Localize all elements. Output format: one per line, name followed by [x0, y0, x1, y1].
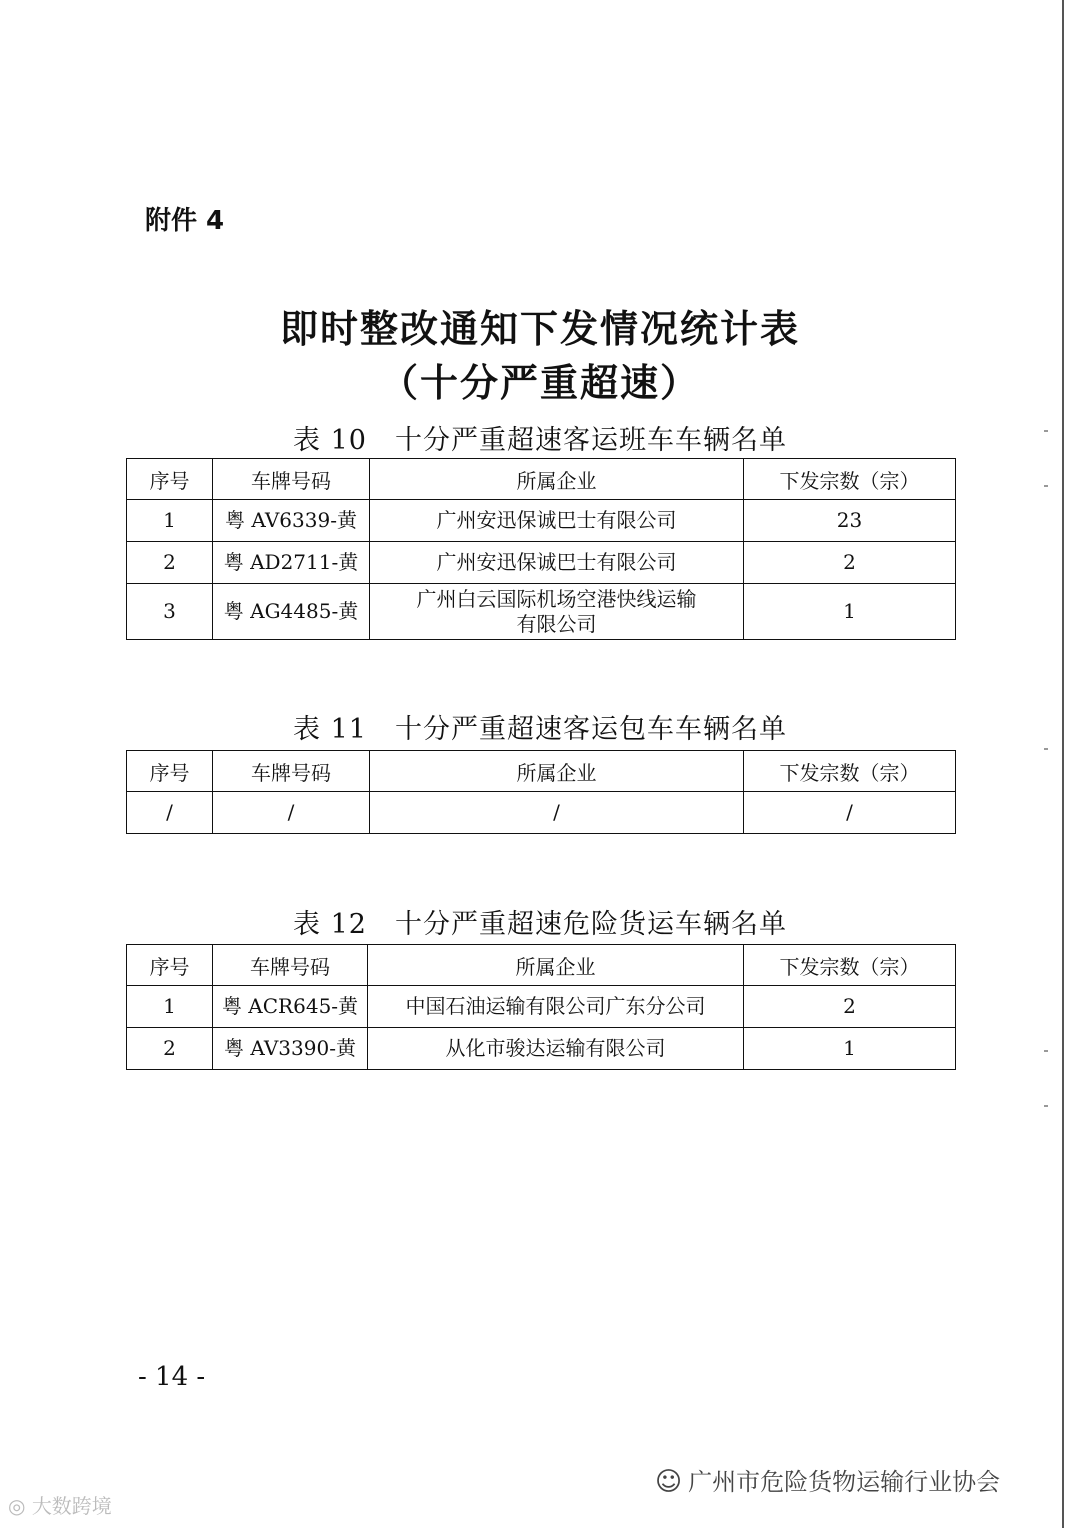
- watermark-right-text: 广州市危险货物运输行业协会: [688, 1468, 1001, 1496]
- table-10-title: 十分严重超速客运班车车辆名单: [394, 425, 787, 456]
- cell-count: 2: [744, 986, 956, 1028]
- cell-company: /: [370, 792, 744, 834]
- header-company: 所属企业: [370, 459, 744, 500]
- cell-seq: 1: [127, 500, 213, 542]
- table-row: [127, 500, 956, 542]
- attachment-label: 附件 4: [145, 206, 225, 236]
- table-12-caption: [0, 902, 1080, 941]
- cell-plate: 粤 AG4485-黄: [213, 584, 370, 640]
- table-10-number: 表 10: [293, 425, 367, 456]
- table-10: [126, 458, 956, 640]
- cell-seq: 2: [127, 1028, 213, 1070]
- margin-mark: [1044, 748, 1048, 750]
- table-11-title: 十分严重超速客运包车车辆名单: [394, 714, 787, 745]
- watermark-right: [655, 1462, 1000, 1497]
- margin-mark: [1044, 485, 1048, 487]
- header-company: 所属企业: [370, 751, 744, 792]
- table-row: [127, 986, 956, 1028]
- cell-company: 从化市骏达运输有限公司: [368, 1028, 744, 1070]
- header-plate: 车牌号码: [213, 945, 368, 986]
- watermark-left: [8, 1490, 112, 1519]
- watermark-left-text: 大数跨境: [31, 1494, 112, 1518]
- document-subtitle: （十分严重超速）: [379, 361, 700, 405]
- header-seq: 序号: [127, 945, 213, 986]
- table-12-number: 表 12: [293, 909, 367, 940]
- cell-seq: /: [127, 792, 213, 834]
- watermark-logo-icon: ◎: [8, 1494, 26, 1518]
- page-number: - 14 -: [138, 1362, 206, 1392]
- cell-count: 1: [744, 584, 956, 640]
- table-row: [127, 584, 956, 640]
- page-edge-line: [1062, 0, 1064, 1528]
- table-11-number: 表 11: [293, 714, 367, 745]
- header-seq: 序号: [127, 459, 213, 500]
- cell-count: 1: [744, 1028, 956, 1070]
- header-seq: 序号: [127, 751, 213, 792]
- cell-count: 2: [744, 542, 956, 584]
- cell-plate: 粤 AD2711-黄: [213, 542, 370, 584]
- header-count: 下发宗数（宗）: [744, 459, 956, 500]
- margin-mark: [1044, 430, 1048, 432]
- header-company: 所属企业: [368, 945, 744, 986]
- table-row: [127, 542, 956, 584]
- header-plate: 车牌号码: [213, 459, 370, 500]
- document-title: 即时整改通知下发情况统计表: [279, 307, 800, 351]
- cell-count: /: [744, 792, 956, 834]
- table-row: [127, 792, 956, 834]
- table-11-caption: [0, 707, 1080, 746]
- cell-seq: 3: [127, 584, 213, 640]
- table-10-caption: [0, 418, 1080, 457]
- header-count: 下发宗数（宗）: [744, 945, 956, 986]
- cell-count: 23: [744, 500, 956, 542]
- table-12-title: 十分严重超速危险货运车辆名单: [394, 909, 787, 940]
- cell-company: 中国石油运输有限公司广东分公司: [368, 986, 744, 1028]
- table-row: [127, 1028, 956, 1070]
- margin-mark: [1044, 1050, 1048, 1052]
- cell-company: 广州白云国际机场空港快线运输有限公司: [370, 584, 744, 640]
- header-plate: 车牌号码: [213, 751, 370, 792]
- cell-seq: 1: [127, 986, 213, 1028]
- table-header-row: [127, 751, 956, 792]
- table-header-row: [127, 459, 956, 500]
- table-12: [126, 944, 956, 1070]
- table-11: [126, 750, 956, 834]
- table-header-row: [127, 945, 956, 986]
- cell-seq: 2: [127, 542, 213, 584]
- margin-mark: [1044, 1105, 1048, 1107]
- cell-plate: 粤 ACR645-黄: [213, 986, 368, 1028]
- cell-plate: /: [213, 792, 370, 834]
- header-count: 下发宗数（宗）: [744, 751, 956, 792]
- cell-plate: 粤 AV6339-黄: [213, 500, 370, 542]
- cell-plate: 粤 AV3390-黄: [213, 1028, 368, 1070]
- wechat-icon: ☺: [655, 1467, 683, 1497]
- cell-company: 广州安迅保诚巴士有限公司: [370, 500, 744, 542]
- cell-company: 广州安迅保诚巴士有限公司: [370, 542, 744, 584]
